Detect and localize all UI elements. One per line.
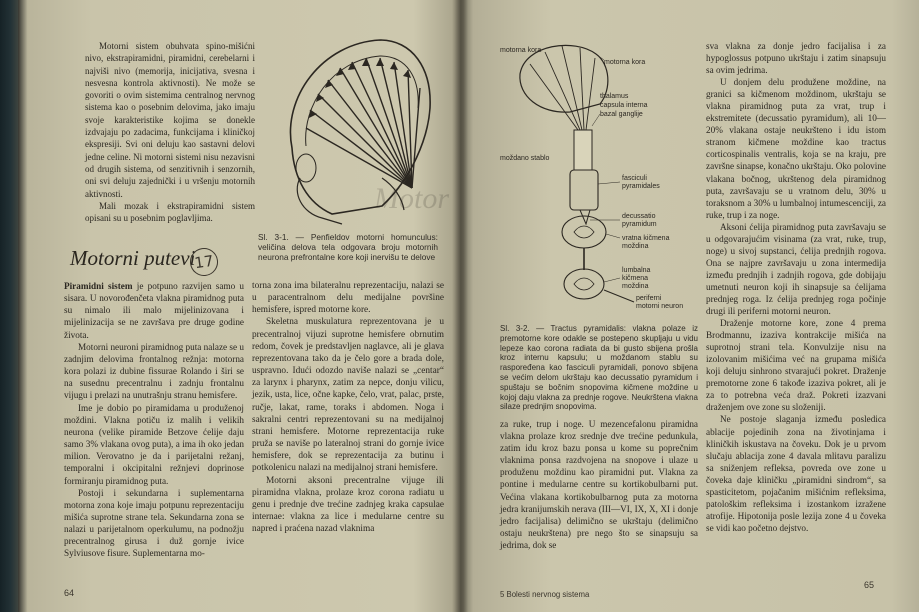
label-kicmena: kičmena — [622, 275, 649, 282]
page-number-right: 65 — [864, 580, 875, 590]
right-page — [460, 0, 919, 612]
label-periferni: periferni — [636, 295, 662, 302]
intro-text — [85, 40, 255, 224]
paragraph: za ruke, trup i noge. U mezencefalonu piramidna vlakna prolaze kroz srednje dve trećine pedunkula, zatim idu kroz bazu ponsa u kome su poprečnim vlaknima ponsa razdvojena na snopove i ulaze u produženu moždinu kao piramidni put. Vlakna za pontine i medularne centre su kortikobulbarni put. Većina vlakana kortikobulbarnog puta za motorna jedra kranijumskih nerava (III—VI, IX, X, XI i donje jedro facijalisa) delimično se ukrštaju (delimično ostaju neukrštena) pre nego što se sinapsuju sa jedrima, dok se — [500, 419, 698, 550]
label-fasciculi: fasciculi — [622, 175, 647, 182]
label-motorni-neuron: motorni neuron — [636, 303, 684, 310]
paragraph: Skeletna muskulatura reprezentovana je u precentralnoj vijuzi suprotne hemisfere obrnutim redom, čovek je predstavljen naglavce, ali je glava reprezentovana tako da je čelo gore a brada dole, uspravno. Idući odozdo naviše nalazi se „centar“ za larynx i pharynx, zatim za nepce, donju vilicu, jezik, usta, lice, očne kapke, čelo, vrat, palac, prste, ručje, lakat, rame, toraks i abdomen. Noga i sakralni centri reprezentovani su na medijalnoj strani hemisfere. Motorne reprezentacija ruke pruža se naviše po lateralnoj strani do gornje ivice hemisfere, dok se reprezentacija za butinu i potkolenicu nalazi na medijalnoj strani hemisfere. — [252, 317, 444, 474]
page-footer: 5 Bolesti nervnog sistema — [500, 590, 590, 599]
label-vratna-kicmena: vratna kičmena — [622, 235, 670, 242]
paragraph: Ne postoje slaganja između posledica ablacije pojedinih zona na životinjama i kliničkih iskustava na čoveku. Dok je u prvom slučaju ablacija zone 4 davala mlitavu paralizu sa sniženjem refleksa, povreda ove zone u čoveka daje kliničku „piramidni sindrom“, sa spasticitetom, pojačanim mišićnim refleksima, patološkim refleksima i izostankom izražene atrofije. Hipotonija posle lezija zone 4 u čoveka se vidi kao početno dejstvo. — [706, 414, 886, 533]
paragraph: torna zona ima bilateralnu reprezentaciju, nalazi se u paracentralnom delu medijalne površine hemisfere, ispred motorne kore. — [252, 281, 444, 316]
left-column-1 — [64, 280, 244, 560]
label-pyramidales: pyramidales — [622, 183, 660, 190]
paragraph: sva vlakna za donje jedro facijalisa i za hypoglossus potpuno ukrštaju i zatim sinapsuju sa ovim jedrima. — [706, 41, 886, 76]
intro-paragraph: Mali mozak i ekstrapiramidni sistem opisani su u posebnim poglavljima. — [85, 200, 255, 224]
paragraph: Motorni aksoni precentralne vijuge ili piramidna vlakna, prolaze kroz corona radiatu u genu i prednje dve trećine zadnjeg kraka capsulae internae: vlakna za lice i medularne centre su napred i praćena nazad vlaknima — [252, 475, 444, 535]
paragraph: Draženje motorne kore, zone 4 prema Brodmannu, izaziva kontrakcije mišića na suprotnoj strani tela. Konvulzije nisu na izolovanim mišićima već na grupama mišića koji deluju sinhrono stvarajući pokret. Draženje premotorne zone 6 takođe izaziva pokret, ali je za to potrebna veća draž. Pokreti izazvani draženjem ove zone su složeniji. — [706, 318, 886, 413]
paragraph: Postoji i sekundarna i suplementarna motorna zona koje imaju potpunu reprezentaciju mišića suprotne strane tela. Sekundarna zona se nalazi u parijetalnom operkulumu, na podnožju precentralnog girusa i duž gornje ivice Sylviusove fisure. Suplementarna mo- — [64, 487, 244, 559]
right-column-1 — [500, 418, 698, 551]
intro-paragraph: Motorni sistem obuhvata spino-mišićni nivo, ekstrapiramidni, piramidni, cerebelarni i najviši nivo (memorija, inicijativa, svesna i nesvesna kontrola aktivnosti). Ne može se govoriti o ovim sistemima centralnog nervnog sistema kao o posebnim delovima, jako imaju svoje karakteristike kojima se donekle izdvajaju po zadacima, funkcijama i kliničkoj ekspresiji. Svi oni deluju kao sastavni delovi jedne celine. Ni motorni sistemi nisu nezavisni od drugih sistema, od senzitivnih i senzornih, oni svi deluju zajednički i u vršenju motornih aktivnosti. — [85, 41, 255, 199]
paragraph: U donjem delu produžene moždine, na granici sa kičmenom moždinom, ukrštaju se vlakna piramidnog puta za vrat, trup i ekstremitete (decussatio pyramidum), ali 10—20% vlakana ostaje neukršteno i idu istom stranom kičmene moždine kao tractus corticospinalis ventralis, koja se na kraju, pre završne sinapse, konačno ukrštaju. Oko polovine vlakana bočnog, ukrštenog dela piramidnog puta, završavaju se u vratnom delu, 30% u toraksnom a 30% u lumbalnoj intumescenciji, za ruke, trup i za noge. — [706, 77, 886, 220]
label-pyramidum: pyramidum — [622, 221, 657, 228]
label-mozdina: moždina — [622, 243, 649, 250]
handwritten-margin-note: 17 — [188, 246, 220, 278]
page-number-left: 64 — [64, 588, 75, 598]
right-column-2 — [706, 40, 886, 534]
label-lumbalna: lumbalna — [622, 267, 651, 274]
section-heading: Motorni putevi — [70, 246, 196, 270]
term-piramidni-sistem: Piramidni sistem — [64, 281, 133, 291]
label-decussatio: decussatio — [622, 213, 656, 220]
figure-caption-3-2: Sl. 3-2. — Tractus pyramidalis: vlakna polaze iz premotorne kore odakle se postepeno skupljaju u vidu lepeze kao corona radiata da bi gusto sbijena prošla kroz internu kapsulu; u moždanom stablu su raspoređena kao fasciculi pyramidali, ponovo sbijena se većim delom ukrštaju kao decussatio pyramidum i spuštaju se bočnim snopovima kičmene moždine u kojoj daju vlakna za prednje rogove. Neukrštena vlakna silaze prednjim snopovima. — [500, 324, 698, 412]
label-mozdano-stablo: moždano stablo — [500, 155, 550, 162]
label-capsula-interna: capsula interna — [600, 102, 648, 109]
paragraph: je potpuno razvijen samo u sisara. U novorođenčeta vlakna piramidnog puta su nimalo ili malo mijelinizovana i mijelinizacija se ne završava pre druge godine života. — [64, 281, 244, 340]
paragraph: Aksoni ćelija piramidnog puta završavaju se u odgovarajućim visinama (za vrat, ruke, trup, noge) u sivoj supstanci, ćelija prednjih rogova. Ona se najpre završavaju u zona intermedija između prednjih i zadnjih rogova, gde dobijaju umetnuti neuron koji ih sinapsuje sa ćelijama prednjeg roga. Iz ćelija prednjeg roga počinje drugi ili periferni motorni neuron. — [706, 221, 886, 317]
label-bazal-ganglije: bazal ganglije — [600, 111, 643, 118]
pyramidal-tract-diagram — [500, 34, 700, 324]
figure-caption-3-1: Sl. 3-1. — Penfieldov motorni homunculus: veličina delova tela odgovara broju motornih neurona prefrontalne kore koji inervišu te delove — [258, 232, 438, 263]
label-mozdina-lumbar: moždina — [622, 283, 649, 290]
paragraph: Motorni neuroni piramidnog puta nalaze se u zadnjim delovima frontalnog režnja: motorna kora polazi iz dubine fissurae Rolando i širi se na susednu precentralnu i zadnju frontalnu vijugu i prelazi na unutrašnju stranu hemisfere. — [64, 341, 244, 401]
label-motor-cortex: motorna kora — [500, 47, 542, 54]
label-thalamus: thalamus — [600, 93, 629, 100]
paragraph: Ime je dobio po piramidama u produženoj moždini. Vlakna potiču iz malih i velikih neurona (velike piramide Betzove ćelije daju samo 3% vlakana ovog puta), a ima ih oko jedan milion. Verovatno je da i parijetalni režanj, temporalni i okcipitalni režnjevi doprinose formiranju piramidnog puta. — [64, 402, 244, 486]
watermark-bleed: Motor — [374, 182, 449, 215]
label-motorna-kora: motorna kora — [604, 59, 646, 66]
left-column-2 — [252, 280, 444, 535]
